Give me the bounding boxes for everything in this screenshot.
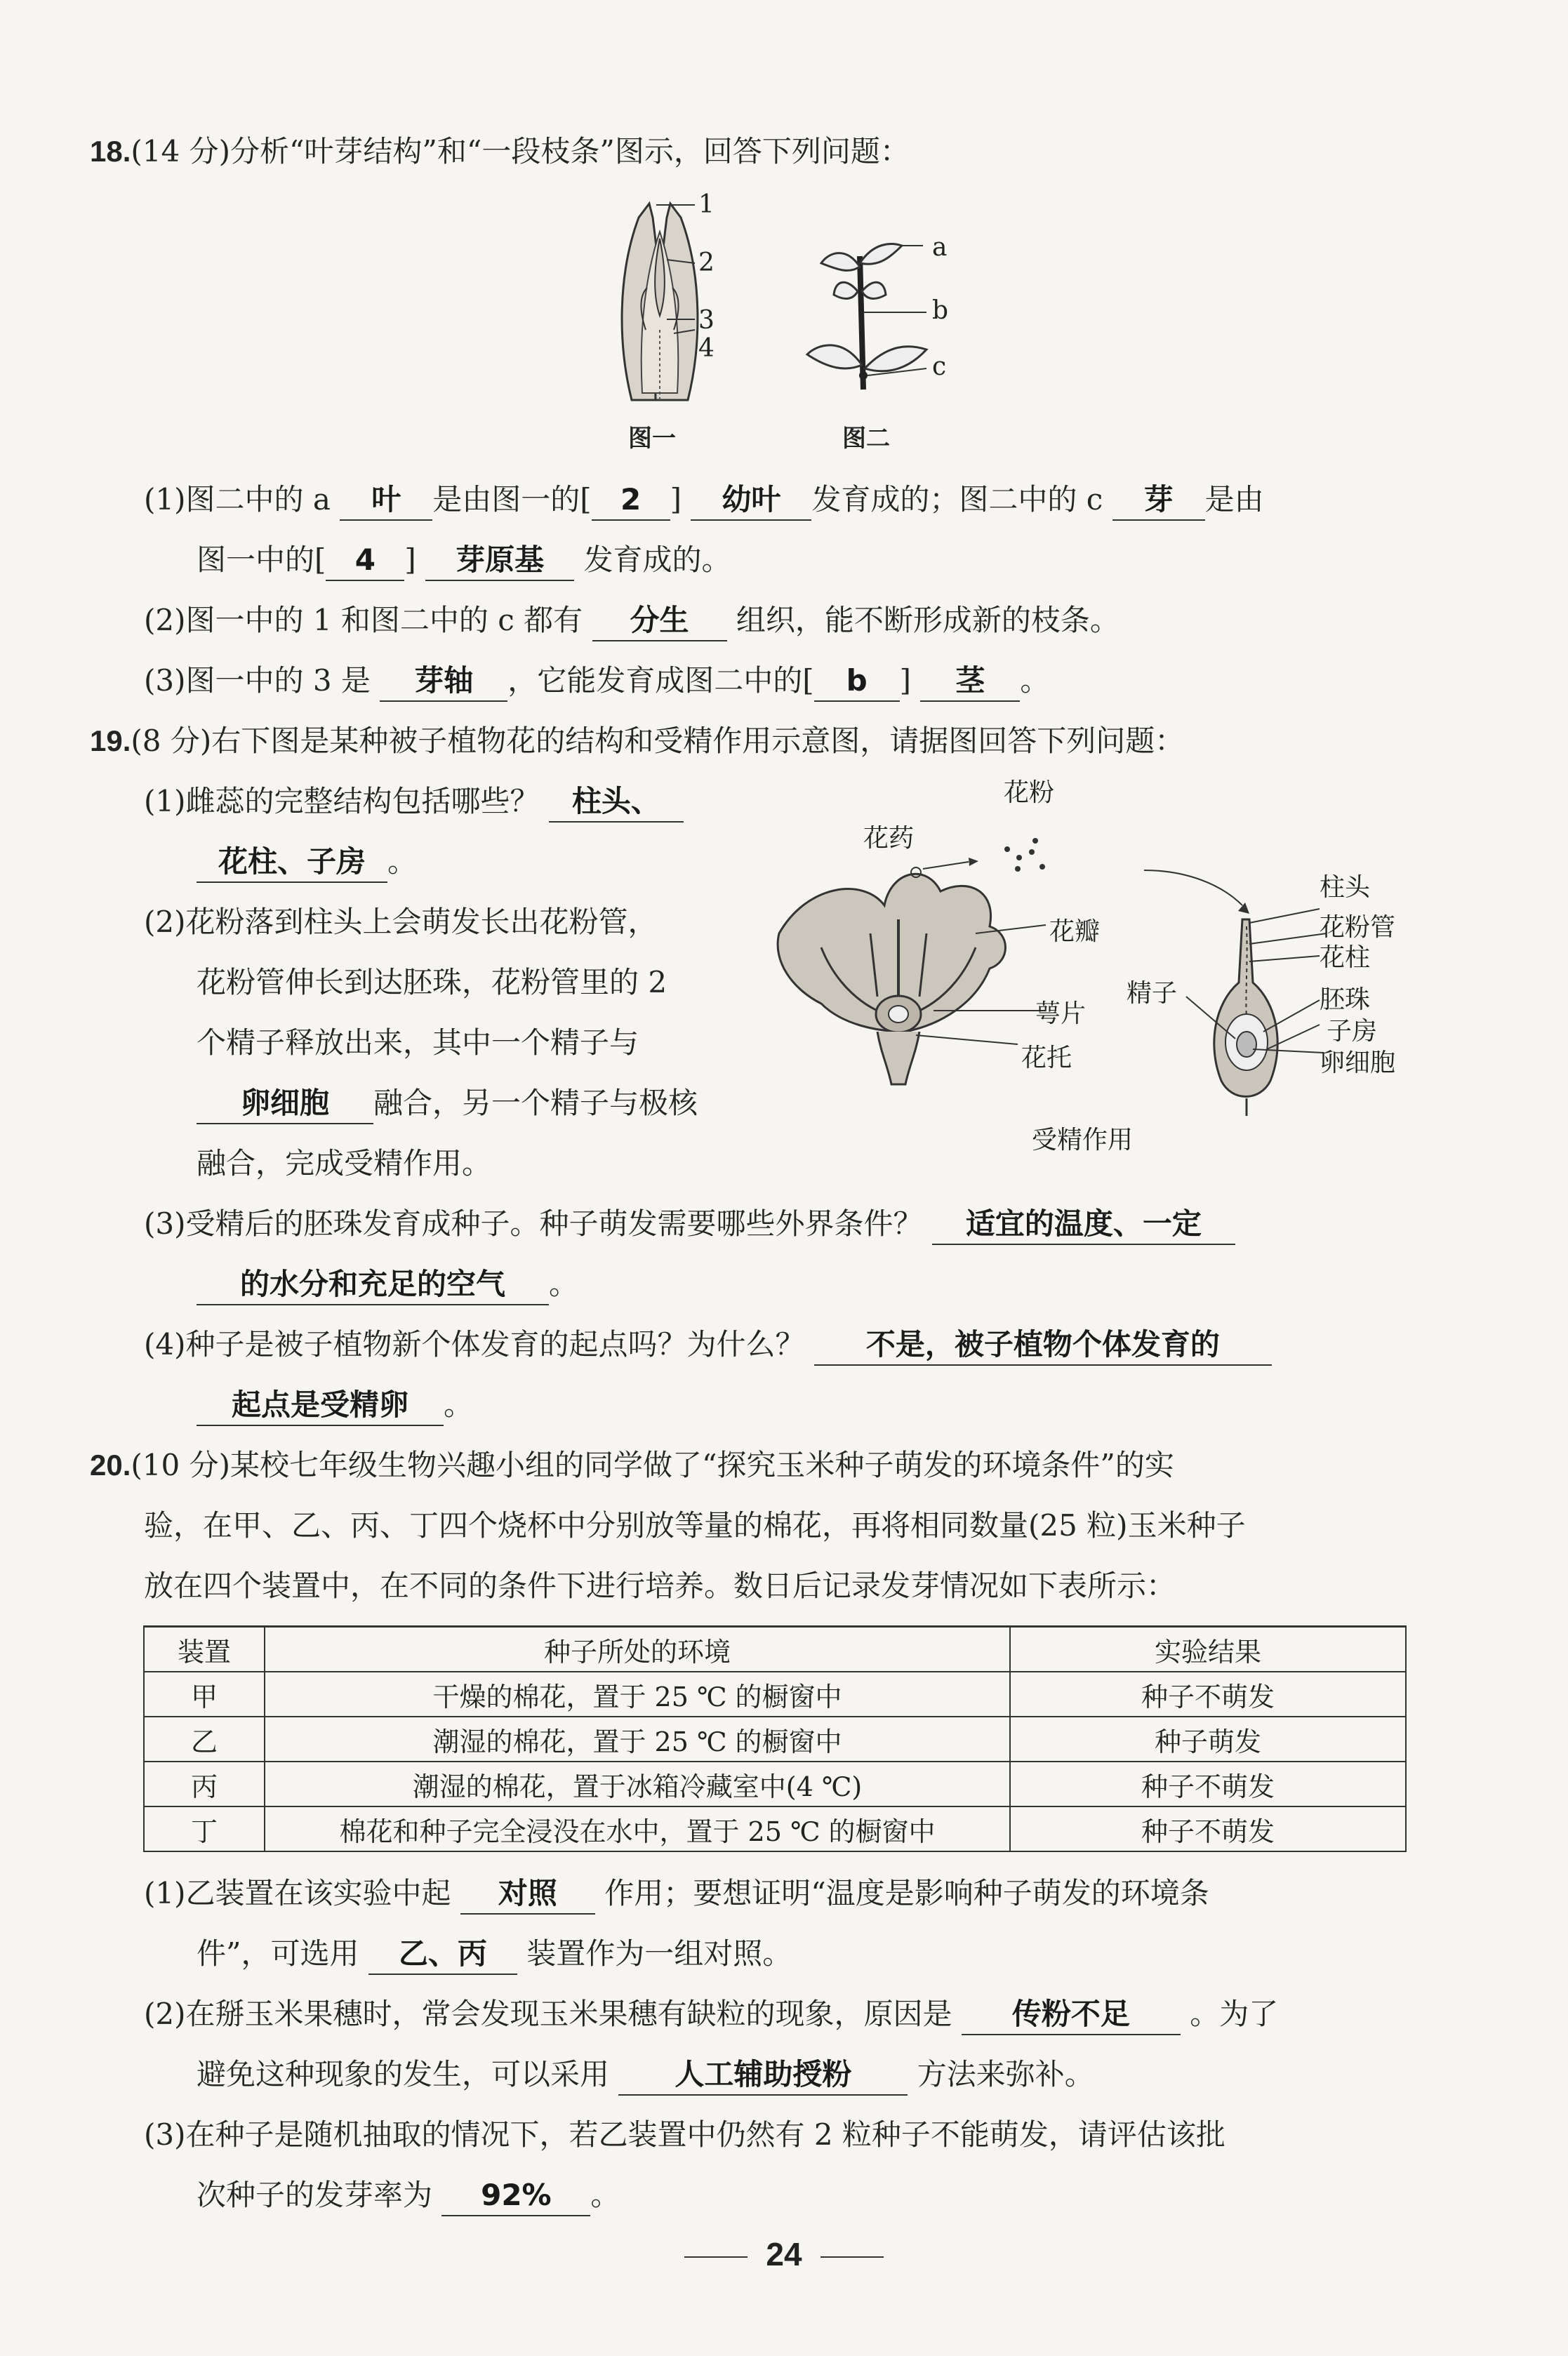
- text: 。: [387, 844, 418, 879]
- text: 。: [1020, 663, 1050, 698]
- label-style: 花柱: [1320, 943, 1371, 972]
- page-number: [0, 2235, 1568, 2273]
- text: (10 分)某校七年级生物兴趣小组的同学做了“探究玉米种子萌发的环境条件”的实: [131, 1448, 1174, 1482]
- text: (2)图一中的 1 和图二中的 c 都有: [144, 603, 583, 637]
- table-header: 实验结果: [1010, 1627, 1406, 1672]
- answer-blank: 92%: [441, 2176, 590, 2216]
- q18-part1-line2: [197, 539, 731, 581]
- answer-blank: b: [814, 661, 900, 702]
- text: 方法来弥补。: [917, 2057, 1094, 2091]
- text: (2)在掰玉米果穗时，常会发现玉米果穗有缺粒的现象，原因是: [144, 1997, 952, 2031]
- q19-part1-line1: [144, 780, 684, 823]
- q19-part2-line4: [197, 1082, 698, 1124]
- answer-blank: 分生: [592, 601, 727, 641]
- text: 。: [549, 1267, 579, 1301]
- fig1-label-2: 2: [698, 248, 715, 277]
- text: ]: [404, 543, 416, 577]
- text: 图一中的[: [197, 543, 326, 577]
- fig1-label-3: 3: [698, 306, 715, 335]
- q20-part1-line2: [197, 1933, 792, 1975]
- table-cell: 潮湿的棉花，置于 25 ℃ 的橱窗中: [265, 1717, 1010, 1762]
- answer-blank: 花柱、子房: [197, 842, 387, 883]
- answer-blank: 幼叶: [691, 480, 811, 521]
- text: 作用；要想证明“温度是影响种子萌发的环境条: [604, 1876, 1209, 1910]
- table-cell: 干燥的棉花，置于 25 ℃ 的橱窗中: [265, 1672, 1010, 1717]
- fig2-caption: 图二: [842, 425, 890, 453]
- table-header: 种子所处的环境: [265, 1627, 1010, 1672]
- answer-blank: 4: [326, 540, 404, 581]
- q19-part4-line1: [144, 1324, 1272, 1366]
- table-row: [144, 1672, 1406, 1717]
- fig1-caption: 图一: [628, 425, 676, 453]
- answer-blank: 芽轴: [380, 661, 507, 702]
- table-cell: 潮湿的棉花，置于冰箱冷藏室中(4 ℃): [265, 1762, 1010, 1806]
- table-cell: 种子萌发: [1010, 1717, 1406, 1762]
- q20-part2-line2: [197, 2054, 1094, 2096]
- label-pollen: 花粉: [1004, 778, 1055, 807]
- label-petal: 花瓣: [1049, 917, 1101, 946]
- leaf-bud-diagram: [590, 189, 730, 414]
- q18-stem: (14 分)分析“叶芽结构”和“一段枝条”图示，回答下列问题：: [131, 134, 910, 168]
- answer-blank: 茎: [920, 661, 1020, 702]
- page-number-value: 24: [766, 2236, 802, 2272]
- table-cell: 棉花和种子完全浸没在水中，置于 25 ℃ 的橱窗中: [265, 1806, 1010, 1851]
- answer-blank: 不是，被子植物个体发育的: [814, 1325, 1272, 1366]
- text: (1)雌蕊的完整结构包括哪些？: [144, 784, 540, 818]
- text: 避免这种现象的发生，可以采用: [197, 2057, 610, 2091]
- q19-part2-line1: (2)花粉落到柱头上会萌发长出花粉管，: [144, 905, 658, 939]
- label-anther: 花药: [863, 824, 915, 853]
- q18-part3: [144, 660, 1049, 702]
- text: 次种子的发芽率为: [197, 2178, 433, 2212]
- experiment-table: [143, 1625, 1407, 1852]
- label-ovule: 胚珠: [1320, 985, 1371, 1014]
- table-cell: 乙: [144, 1717, 265, 1762]
- divider: [820, 2256, 884, 2258]
- table-header: 装置: [144, 1627, 265, 1672]
- fig1-label-1: 1: [698, 190, 715, 219]
- text: 组织，能不断形成新的枝条。: [736, 603, 1119, 637]
- q20-stem-line3: 放在四个装置中，在不同的条件下进行培养。数日后记录发芽情况如下表所示：: [144, 1569, 1176, 1603]
- divider: [684, 2256, 748, 2258]
- q20-number: 20.: [90, 1449, 131, 1482]
- text: (1)乙装置在该实验中起: [144, 1876, 451, 1910]
- text: 发育成的。: [583, 543, 731, 577]
- text: 发育成的；图二中的 c: [811, 482, 1103, 517]
- text: 融合，另一个精子与极核: [373, 1086, 698, 1120]
- fig1-label-4: 4: [698, 334, 715, 363]
- q18-number: 18.: [90, 135, 131, 168]
- flower-figure-caption: 受精作用: [1032, 1126, 1134, 1154]
- answer-blank: 对照: [460, 1874, 595, 1915]
- text: 。: [444, 1387, 474, 1422]
- label-ovary: 子房: [1327, 1017, 1378, 1046]
- q20-stem-line1: [90, 1444, 1174, 1486]
- answer-blank: 芽原基: [425, 540, 574, 581]
- text: 装置作为一组对照。: [526, 1936, 792, 1971]
- q20-part1-line1: [144, 1872, 1209, 1915]
- q19-part4-line2: [197, 1384, 473, 1426]
- answer-blank: 卵细胞: [197, 1084, 373, 1124]
- q19-stem-line: [90, 720, 1184, 762]
- q20-stem-line2: 验，在甲、乙、丙、丁四个烧杯中分别放等量的棉花，再将相同数量(25 粒)玉米种子: [144, 1508, 1246, 1543]
- answer-blank: 的水分和充足的空气: [197, 1265, 549, 1305]
- label-receptacle: 花托: [1021, 1044, 1072, 1072]
- table-row: [144, 1762, 1406, 1806]
- answer-blank: 柱头、: [549, 782, 684, 823]
- text: 。为了: [1190, 1997, 1279, 2031]
- answer-blank: 2: [592, 480, 670, 521]
- text: 是由: [1204, 482, 1264, 517]
- flower-fertilization-diagram: [765, 821, 1439, 1130]
- q20-part2-line1: [144, 1993, 1278, 2035]
- q19-part3-line1: [144, 1203, 1235, 1245]
- text: ，它能发育成图二中的[: [507, 663, 814, 698]
- table-cell: 种子不萌发: [1010, 1806, 1406, 1851]
- q19-part1-line2: [197, 841, 417, 883]
- fig2-label-b: b: [932, 296, 949, 325]
- text: (4)种子是被子植物新个体发育的起点吗？为什么？: [144, 1327, 805, 1362]
- q18-part2: [144, 599, 1119, 641]
- table-cell: 种子不萌发: [1010, 1672, 1406, 1717]
- q19-part3-line2: [197, 1263, 578, 1305]
- q20-part3-line1: (3)在种子是随机抽取的情况下，若乙装置中仍然有 2 粒种子不能萌发，请评估该批: [144, 2117, 1225, 2152]
- label-stigma: 柱头: [1320, 873, 1371, 902]
- text: (1)图二中的 a: [144, 482, 331, 517]
- table-row: [144, 1806, 1406, 1851]
- text: ]: [899, 663, 912, 698]
- q19-part2-line2: 花粉管伸长到达胚珠，花粉管里的 2: [197, 965, 667, 999]
- q18-part1-line1: [144, 479, 1264, 521]
- table-cell: 丙: [144, 1762, 265, 1806]
- text: (3)图一中的 3 是: [144, 663, 371, 698]
- q19-stem: (8 分)右下图是某种被子植物花的结构和受精作用示意图，请据图回答下列问题：: [131, 724, 1185, 758]
- answer-blank: 适宜的温度、一定: [932, 1204, 1235, 1245]
- answer-blank: 叶: [340, 480, 432, 521]
- q20-part3-line2: [197, 2174, 620, 2216]
- label-sepal: 萼片: [1035, 999, 1087, 1028]
- answer-blank: 乙、丙: [368, 1934, 517, 1975]
- text: 件”，可选用: [197, 1936, 359, 1971]
- label-sperm: 精子: [1127, 979, 1178, 1008]
- q19-part2-line5: 融合，完成受精作用。: [197, 1146, 492, 1180]
- fig2-label-c: c: [932, 352, 947, 381]
- text: ]: [670, 482, 682, 517]
- fig2-label-a: a: [932, 233, 948, 262]
- q19-number: 19.: [90, 724, 131, 757]
- q19-part2-line3: 个精子释放出来，其中一个精子与: [197, 1025, 639, 1060]
- table-row: [144, 1717, 1406, 1762]
- answer-blank: 芽: [1112, 480, 1205, 521]
- table-header-row: [144, 1627, 1406, 1672]
- label-egg-cell: 卵细胞: [1320, 1049, 1396, 1077]
- text: (3)受精后的胚珠发育成种子。种子萌发需要哪些外界条件？: [144, 1206, 923, 1241]
- text: 。: [590, 2178, 620, 2212]
- answer-blank: 起点是受精卵: [197, 1385, 444, 1426]
- text: 是由图一的[: [432, 482, 592, 517]
- table-cell: 丁: [144, 1806, 265, 1851]
- answer-blank: 传粉不足: [962, 1995, 1181, 2035]
- table-cell: 甲: [144, 1672, 265, 1717]
- table-cell: 种子不萌发: [1010, 1762, 1406, 1806]
- label-pollen-tube: 花粉管: [1320, 913, 1396, 942]
- answer-blank: 人工辅助授粉: [618, 2055, 908, 2096]
- q18-stem-line: [90, 131, 910, 173]
